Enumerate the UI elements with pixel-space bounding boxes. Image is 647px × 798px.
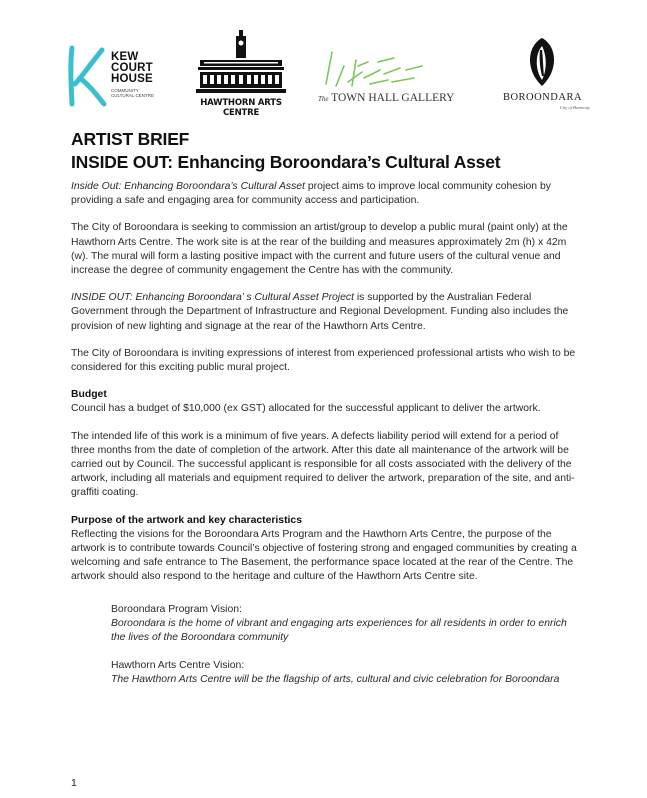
gallery-logo-prefix: The [318,95,329,103]
purpose-paragraph: Reflecting the visions for the Boroondara Arts Program and the Hawthorn Arts Centre, the purpose of the artwork is to contribute towards Council’s objective of fostering strong and engaged communities by creating a welcoming and safe entrance to The Basement, the performance space located at the rear of the Centre. The artwork should also respond to the heritage and culture of the Hawthorn Arts Centre site. [71,528,577,583]
hawthorn-logo-label: HAWTHORN ARTS CENTRE [200,98,282,118]
hac-vision-text: The Hawthorn Arts Centre will be the flagship of arts, cultural and civic celebration for Boroondara [111,674,560,686]
budget-paragraph: Council has a budget of $10,000 (ex GST) allocated for the successful applicant to deliver the artwork. [71,403,541,415]
program-vision-text: Boroondara is the home of vibrant and engaging arts experiences for all residents in order to enrich the lives of the Boroondara community [111,617,567,644]
town-hall-building-icon [196,30,286,96]
boroondara-logo [495,36,590,112]
kew-logo-line1: KEW [111,51,139,63]
kew-logo-sub1: COMMUNITY [111,88,139,93]
kew-logo-sub2: CULTURAL CENTRE [111,93,155,98]
boroondara-logo-tagline: City of Harmony [559,105,590,110]
intro-text: project aims to improve local community cohesion by providing a safe and engaging area for community access and participation. [71,181,551,207]
lifespan-paragraph: The intended life of this work is a minimum of five years. A defects liability period will extend for a period of three months from the date of completion of the artwork. After this date all maintenance of the artwork will be carried out by Council. The successful applicant is responsible for all costs associated with the delivery of the artwork, including all materials and equipment required to deliver the artwork, preparation of the site, and anti-graffiti coating. [71,430,575,499]
hawthorn-arts-centre-logo [196,30,286,118]
project-name-italic: Inside Out: Enhancing Boroondara’s Cultural Asset [71,181,305,192]
boroondara-logo-label: BOROONDARA [502,92,583,103]
kew-logo-line2: COURT [111,62,153,74]
logo-bar [0,30,647,118]
program-vision-title: Boroondara Program Vision: [111,603,242,615]
gallery-logo-label: TOWN HALL GALLERY [331,92,455,104]
kew-logo-line3: HOUSE [111,73,153,85]
kew-k-mark-icon [66,44,108,108]
budget-heading: Budget [71,389,107,401]
town-hall-gallery-logo [318,48,458,112]
purpose-heading: Purpose of the artwork and key characteristics [71,514,302,526]
boroondara-emblem-icon [495,36,590,90]
funding-text: is supported by the Australian Federal Government through the Department of Infrastructure and Regional Development. Funding also includes the provision of new lighting and signage at the rear of the Hawthorn Arts Centre. [71,292,569,332]
hac-vision [111,659,581,687]
document-body [71,128,581,702]
gallery-strokes-icon [318,48,438,92]
hac-vision-title: Hawthorn Arts Centre Vision: [111,660,245,672]
project-name-italic-2: INSIDE OUT: Enhancing Boroondara’ s Cultural Asset Project [71,292,354,304]
eoi-paragraph: The City of Boroondara is inviting expressions of interest from experienced professional artists who wish to be considered for this exciting public mural project. [71,347,576,374]
kew-court-house-logo [66,44,166,110]
document-title [71,128,581,174]
program-vision [111,603,581,646]
funding-paragraph [71,291,581,334]
page-number: 1 [71,778,77,789]
commission-paragraph: The City of Boroondara is seeking to commission an artist/group to develop a public mural (paint only) at the Hawthorn Arts Centre. The work site is at the rear of the building and measures approximately 2m (h) x 42m (w). The mural will form a lasting positive impact with the current and future users of the cultural venue and increase the degree of community engagement the Centre has with the community. [71,222,568,277]
title-line2: INSIDE OUT: Enhancing Boroondara’s Cultural Asset [71,152,501,172]
intro-paragraph [71,180,581,208]
title-line1: ARTIST BRIEF [71,129,190,149]
